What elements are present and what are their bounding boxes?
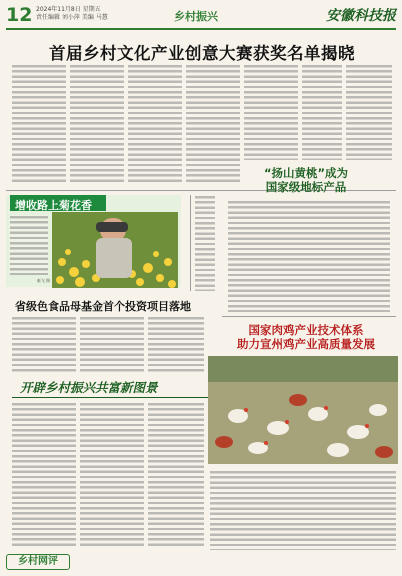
article-column bbox=[12, 64, 66, 184]
woman-flowers-photo bbox=[52, 212, 178, 288]
section-divider bbox=[222, 316, 396, 317]
chrysanthemum-photo bbox=[52, 212, 178, 288]
chicken-farm-photo bbox=[208, 356, 398, 464]
article-column bbox=[228, 200, 390, 312]
article-column bbox=[148, 316, 204, 372]
article-column bbox=[244, 64, 298, 160]
chicken-headline-line1: 国家肉鸡产业技术体系 bbox=[248, 323, 364, 337]
main-headline: 首届乡村文化产业创意大赛获奖名单揭晓 bbox=[49, 44, 355, 63]
flower-headline: 开辟乡村振兴共富新图景 bbox=[20, 380, 158, 395]
issue-date: 2024年11月8日 星期五 bbox=[36, 6, 101, 13]
chickens-photo bbox=[208, 356, 398, 464]
photo-credit: 秦飞 摄 bbox=[36, 278, 50, 283]
right-headline-line2: 国家级地标产品 bbox=[265, 180, 347, 194]
article-column bbox=[12, 316, 76, 372]
article-column bbox=[80, 402, 144, 548]
feature-title: 增收路上菊花香 bbox=[10, 195, 106, 211]
article-column bbox=[346, 64, 392, 160]
article-column bbox=[210, 470, 396, 550]
middle-headline: 省级色食品母基金首个投资项目落地 bbox=[15, 300, 191, 313]
right-headline-line1: “扬山黄桃”成为 bbox=[263, 166, 349, 180]
right-headline bbox=[226, 166, 386, 194]
column-divider bbox=[190, 195, 191, 291]
chicken-headline-line2: 助力宣州鸡产业高质量发展 bbox=[237, 337, 375, 351]
article-column bbox=[12, 402, 76, 548]
date-line bbox=[36, 6, 126, 22]
article-column bbox=[128, 64, 182, 184]
article-column bbox=[80, 316, 144, 372]
editor-credit: 责任编辑 刘小萍 美编 马慧 bbox=[36, 14, 108, 21]
article-column bbox=[148, 402, 204, 548]
masthead bbox=[6, 4, 396, 30]
commentary-section-logo: 乡村网评 bbox=[6, 554, 70, 570]
article-column bbox=[195, 195, 215, 291]
newspaper-logo: 安徽科技报 bbox=[326, 8, 396, 24]
section-title: 乡村振兴 bbox=[174, 10, 218, 23]
article-column bbox=[302, 64, 342, 160]
page-number: 12 bbox=[6, 4, 33, 26]
feature-text bbox=[10, 215, 48, 275]
headline-rule bbox=[12, 397, 214, 398]
article-column bbox=[70, 64, 124, 184]
chicken-headline bbox=[226, 323, 386, 351]
